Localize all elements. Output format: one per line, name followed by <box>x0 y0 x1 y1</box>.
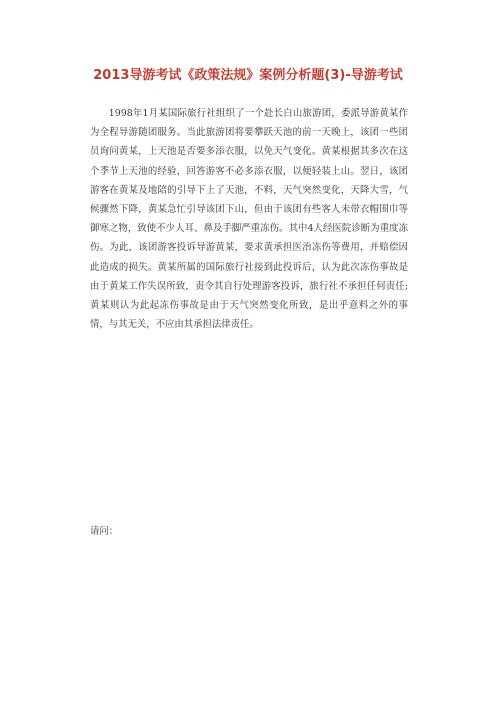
question-prompt: 请问： <box>90 526 119 537</box>
case-paragraph: 1998年1月某国际旅行社组织了一个赴长白山旅游团，委派导游黄某作为全程导游随团服务。当此旅游团将要攀跃天池的前一天晚上，该团一些团员询问黄某，上天池是否要多添衣服，以免天气变化。黄某根据其多次在这个季节上天池的经验，回答游客不必多添衣服，以便轻装上山。翌日，该团游客在黄某及地陪的引导下上了天池，不料，天气突然变化，天降大雪，气候骤然下降，黄某急忙引导该团下山，但由于该团有些客人未带衣帽围巾等御寒之物，致使不少人耳、鼻及手脚严重冻伤。其中4人经医院诊断为重度冻伤。为此，该团游客投诉导游黄某，要求黄承担医治冻伤等费用，并赔偿因此造成的损失。黄某所属的国际旅行社接到此投诉后，认为此次冻伤事故是由于黄某工作失误所致，责令其自行处理游客投诉，旅行社不承担任何责任;黄某则认为此起冻伤事故是由于天气突然变化所致，是出乎意料之外的事情，与其无关，不应由其承担法律责任。 <box>90 108 408 331</box>
document-title: 2013导游考试《政策法规》案例分析题(3)-导游考试 <box>93 68 403 83</box>
